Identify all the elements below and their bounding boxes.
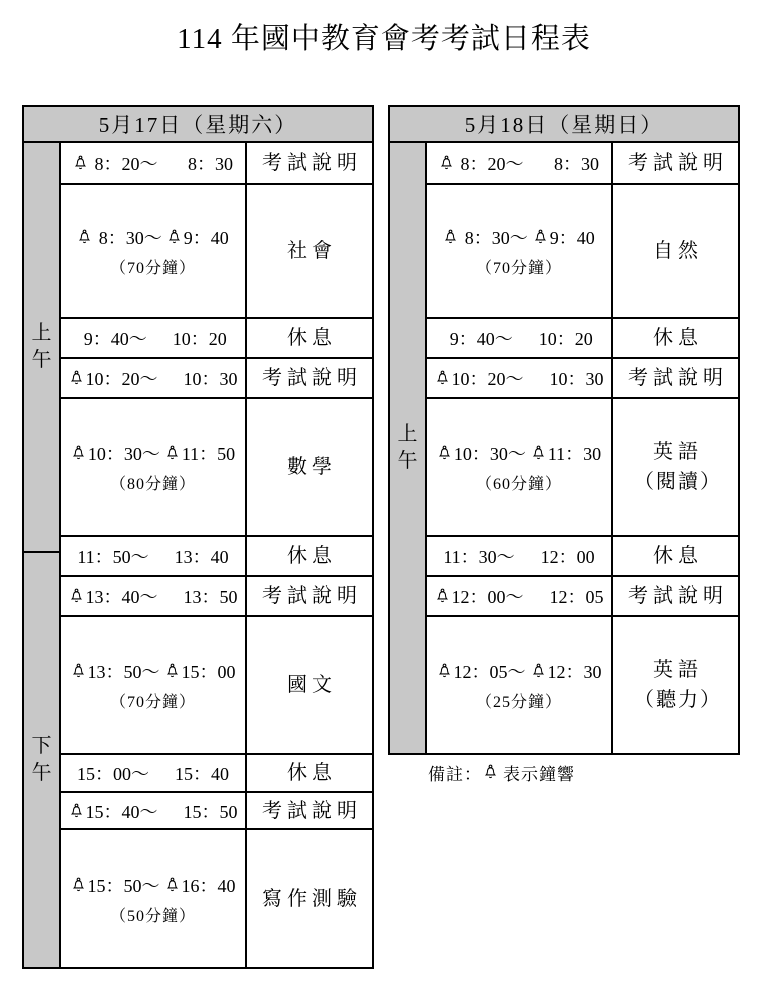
time-cell	[427, 359, 613, 397]
subject-label: 社會	[287, 240, 337, 262]
end-time: 16：40	[181, 875, 236, 896]
time-cell	[61, 143, 247, 183]
schedule-row	[61, 185, 372, 319]
start-time: 12：00～	[451, 587, 524, 607]
time-cell	[61, 537, 247, 575]
bell-icon	[483, 764, 498, 782]
bell-icon	[77, 229, 92, 247]
bell-icon	[533, 229, 548, 247]
subject-cell	[247, 577, 372, 615]
end-time: 13：50	[183, 587, 238, 607]
time-range	[443, 543, 594, 569]
end-time: 10：30	[549, 369, 604, 389]
subject-label: 考試說明	[628, 152, 728, 174]
time-cell	[427, 537, 613, 575]
time-cell	[427, 617, 613, 753]
duration: （70分鐘）	[109, 260, 196, 277]
time-range	[435, 583, 604, 609]
time-cell	[61, 755, 247, 791]
subject-cell	[247, 319, 372, 357]
duration: （70分鐘）	[109, 694, 196, 711]
sidebar-cell	[390, 143, 425, 753]
table-body	[24, 143, 372, 967]
schedule-row	[61, 359, 372, 399]
time-cell	[427, 399, 613, 535]
page-title: 114 年國中教育會考考試日程表	[177, 23, 591, 55]
time-cell	[61, 617, 247, 753]
subject-cell	[613, 577, 738, 615]
bell-icon	[165, 877, 180, 895]
subject-label: 休息	[287, 545, 337, 567]
schedule-row	[61, 577, 372, 617]
time-cell	[61, 793, 247, 828]
subject-label: 休息	[287, 327, 337, 349]
start-time: 15：40～	[85, 801, 158, 822]
sidebar	[390, 143, 427, 753]
start-time: 8：20～	[456, 154, 524, 174]
schedule-row	[427, 617, 738, 753]
start-time: 15：50～	[87, 875, 160, 896]
subject-cell	[247, 359, 372, 397]
sidebar-label: 上午	[31, 322, 52, 371]
subject-label: 自然	[653, 240, 703, 262]
time-range	[71, 440, 235, 466]
bell-icon	[531, 445, 546, 463]
sidebar-label: 下午	[31, 735, 52, 784]
schedule-row	[427, 319, 738, 359]
end-time: 13：40	[174, 547, 229, 567]
time-cell	[427, 185, 613, 317]
start-time: 15：00～	[77, 764, 149, 784]
time-cell	[427, 319, 613, 357]
subject-label: 考試說明	[262, 585, 362, 607]
sidebar-cell	[24, 553, 59, 967]
schedule-row	[427, 399, 738, 537]
time-range	[71, 872, 236, 898]
subject-label: 休息	[653, 545, 703, 567]
bell-icon	[435, 370, 450, 388]
time-cell	[61, 577, 247, 615]
note-label: 備註：	[428, 765, 482, 784]
subject-cell	[247, 143, 372, 183]
time-cell	[427, 143, 613, 183]
start-time: 10：20～	[85, 369, 158, 389]
time-cell	[61, 830, 247, 967]
time-range	[69, 365, 238, 391]
note	[428, 760, 575, 785]
start-time: 8：20～	[90, 154, 158, 174]
schedule-row	[427, 143, 738, 185]
start-time: 12：05～	[453, 662, 526, 682]
schedule-rows	[61, 143, 372, 967]
end-time: 12：05	[549, 587, 604, 607]
start-time: 8：30～	[94, 228, 162, 248]
schedule-row	[427, 537, 738, 577]
subject-label: 休息	[653, 327, 703, 349]
subject-cell	[613, 359, 738, 397]
bell-icon	[71, 877, 86, 895]
schedule-row	[61, 537, 372, 577]
bell-icon	[531, 663, 546, 681]
time-range	[437, 440, 601, 466]
end-time: 9：40	[183, 228, 229, 248]
subject-cell	[247, 755, 372, 791]
subject-label: 數學	[287, 456, 337, 478]
start-time: 10：30～	[87, 444, 160, 464]
time-range	[437, 658, 602, 684]
end-time: 12：00	[540, 547, 595, 567]
schedule-row	[61, 399, 372, 537]
start-time: 13：40～	[85, 587, 158, 607]
start-time: 11：50～	[77, 547, 149, 567]
subject-label: 考試說明	[262, 152, 362, 174]
duration: （60分鐘）	[475, 476, 562, 493]
duration: （80分鐘）	[109, 476, 196, 493]
subject-cell	[613, 143, 738, 183]
bell-icon	[71, 445, 86, 463]
table-header: 5月17日（星期六）	[24, 107, 372, 143]
subject-label: 英語	[653, 441, 703, 463]
subject-cell	[247, 617, 372, 753]
bell-icon	[437, 445, 452, 463]
exam-table-saturday	[22, 105, 374, 969]
table-body	[390, 143, 738, 753]
time-range	[435, 365, 604, 391]
subject-label: 寫作測驗	[262, 887, 362, 910]
subject-label: 國文	[287, 674, 337, 696]
end-time: 11：30	[547, 444, 602, 464]
subject-cell	[613, 537, 738, 575]
time-range	[71, 658, 236, 684]
table-header: 5月18日（星期日）	[390, 107, 738, 143]
start-time: 10：30～	[453, 444, 526, 464]
subject-label-line2: （聽力）	[634, 689, 722, 711]
schedule-row	[427, 577, 738, 617]
schedule-row	[61, 319, 372, 359]
bell-icon	[437, 663, 452, 681]
subject-cell	[247, 185, 372, 317]
time-range	[77, 224, 229, 250]
subject-label: 休息	[287, 762, 337, 784]
schedule-row	[61, 143, 372, 185]
end-time: 10：20	[172, 329, 227, 349]
time-range	[69, 798, 238, 824]
time-range	[445, 325, 593, 351]
bell-icon	[165, 663, 180, 681]
subject-cell	[247, 537, 372, 575]
start-time: 13：50～	[87, 662, 160, 682]
subject-label: 考試說明	[628, 367, 728, 389]
bell-icon	[443, 229, 458, 247]
schedule-rows	[427, 143, 738, 753]
schedule-row	[427, 359, 738, 399]
schedule-row	[61, 830, 372, 967]
subject-cell	[613, 617, 738, 753]
bell-icon	[165, 445, 180, 463]
subject-cell	[613, 319, 738, 357]
end-time: 9：40	[549, 228, 595, 248]
start-time: 8：30～	[460, 228, 528, 248]
time-cell	[61, 319, 247, 357]
subject-cell	[613, 185, 738, 317]
bell-icon	[439, 155, 454, 173]
schedule-row	[61, 793, 372, 830]
duration: （25分鐘）	[475, 694, 562, 711]
time-range	[77, 760, 229, 786]
end-time: 15：40	[175, 764, 229, 784]
schedule-row	[61, 617, 372, 755]
bell-icon	[69, 370, 84, 388]
subject-cell	[247, 830, 372, 967]
sidebar-cell	[24, 143, 59, 553]
bell-icon	[69, 588, 84, 606]
end-time: 10：30	[183, 369, 238, 389]
sidebar-label: 上午	[397, 423, 418, 472]
time-cell	[61, 359, 247, 397]
time-range	[439, 150, 599, 176]
subject-label: 英語	[653, 659, 703, 681]
schedule-row	[61, 755, 372, 793]
end-time: 15：00	[181, 662, 236, 682]
end-time: 11：50	[181, 444, 236, 464]
time-range	[77, 543, 228, 569]
end-time: 8：30	[549, 154, 599, 174]
exam-table-sunday	[388, 105, 740, 755]
time-cell	[427, 577, 613, 615]
bell-icon	[167, 229, 182, 247]
bell-icon	[69, 803, 84, 821]
start-time: 11：30～	[443, 547, 515, 567]
duration: （70分鐘）	[475, 260, 562, 277]
subject-cell	[613, 399, 738, 535]
subject-label: 考試說明	[262, 367, 362, 389]
start-time: 10：20～	[451, 369, 524, 389]
subject-label: 考試說明	[628, 585, 728, 607]
sidebar	[24, 143, 61, 967]
time-range	[73, 150, 233, 176]
subject-label-line2: （閱讀）	[634, 471, 722, 493]
bell-icon	[435, 588, 450, 606]
end-time: 8：30	[183, 154, 233, 174]
time-range	[79, 325, 227, 351]
time-range	[69, 583, 238, 609]
schedule-row	[427, 185, 738, 319]
bell-icon	[73, 155, 88, 173]
end-time: 10：20	[538, 329, 593, 349]
bell-icon	[71, 663, 86, 681]
start-time: 9：40～	[445, 329, 513, 349]
end-time: 12：30	[547, 662, 602, 682]
subject-cell	[247, 793, 372, 828]
subject-label: 考試說明	[262, 799, 362, 822]
subject-cell	[247, 399, 372, 535]
time-cell	[61, 399, 247, 535]
duration: （50分鐘）	[109, 907, 196, 925]
start-time: 9：40～	[79, 329, 147, 349]
end-time: 15：50	[183, 801, 238, 822]
time-range	[443, 224, 595, 250]
time-cell	[61, 185, 247, 317]
note-text: 表示鐘響	[503, 765, 575, 784]
